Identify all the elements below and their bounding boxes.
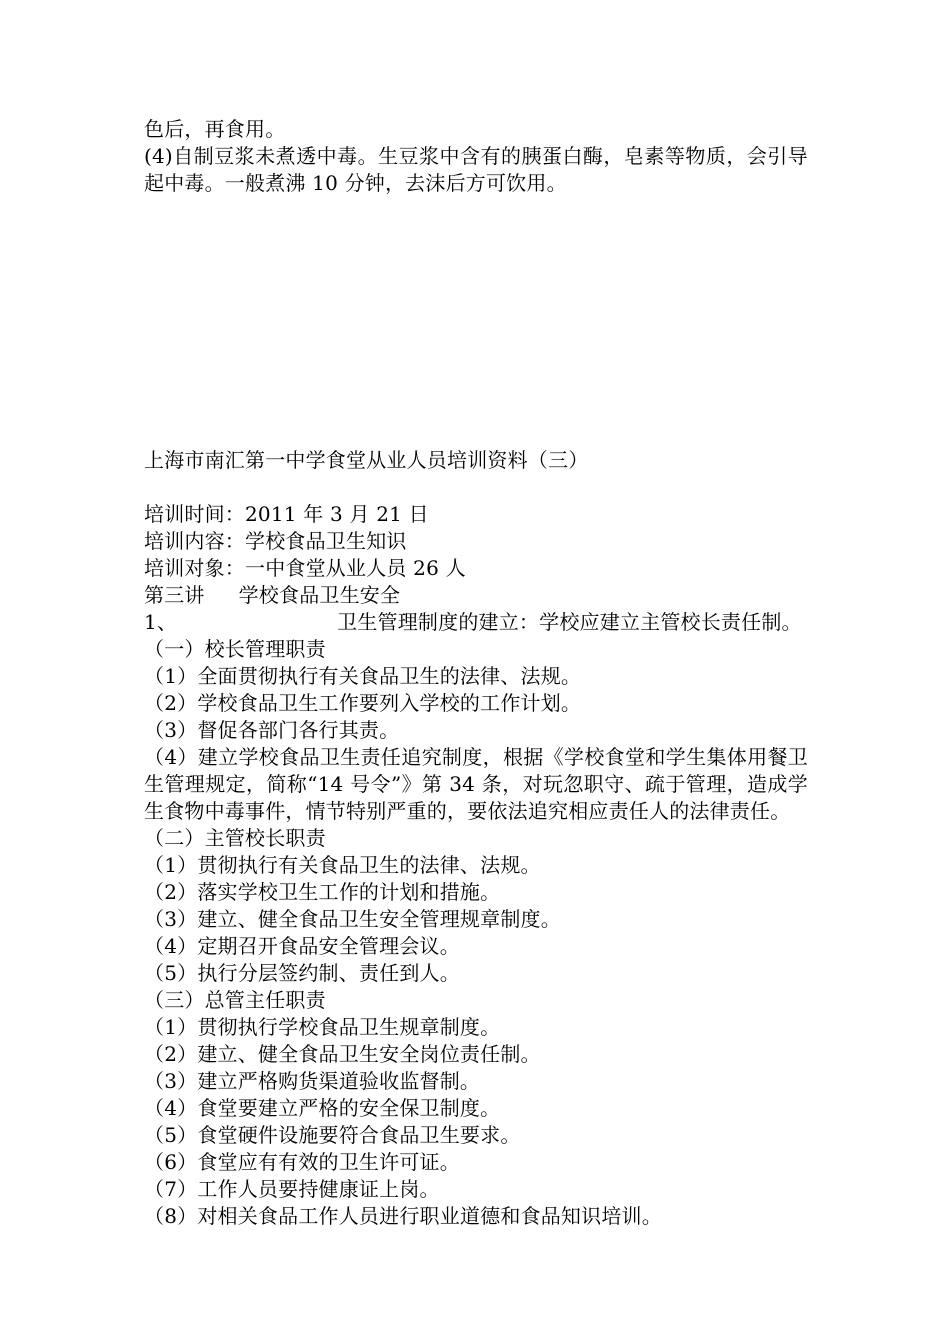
list-item: （5）执行分层签约制、责任到人。 — [144, 961, 460, 985]
list-item: （7）工作人员要持健康证上岗。 — [144, 1177, 440, 1201]
list-item: （3）建立、健全食品卫生安全管理规章制度。 — [144, 907, 561, 931]
list-item: （4）食堂要建立严格的安全保卫制度。 — [144, 1096, 501, 1120]
director-heading: （三）总管主任职责 — [144, 988, 326, 1012]
training-audience: 培训对象：一中食堂从业人员 26 人 — [144, 556, 466, 580]
continuation-block — [144, 116, 808, 197]
item-1 — [144, 609, 808, 636]
list-item: （8）对相关食品工作人员进行职业道德和食品知识培训。 — [144, 1204, 662, 1228]
training-content: 培训内容：学校食品卫生知识 — [144, 529, 407, 553]
principal-heading: （一）校长管理职责 — [144, 637, 326, 661]
paragraph-soymilk: (4)自制豆浆未煮透中毒。生豆浆中含有的胰蛋白酶，皂素等物质，会引导起中毒。一般煮沸 10 分钟，去沫后方可饮用。 — [144, 144, 808, 195]
list-item: （2）学校食品卫生工作要列入学校的工作计划。 — [144, 691, 582, 715]
list-item: （3）建立严格购货渠道验收监督制。 — [144, 1069, 481, 1093]
list-item: （4）定期召开食品安全管理会议。 — [144, 934, 460, 958]
text-line: 色后，再食用。 — [144, 117, 286, 141]
section-title: 上海市南汇第一中学食堂从业人员培训资料（三） — [144, 448, 589, 472]
list-item: （2）建立、健全食品卫生安全岗位责任制。 — [144, 1042, 541, 1066]
item-1-number: 1、 — [144, 610, 178, 634]
list-item: （3）督促各部门各行其责。 — [144, 718, 400, 742]
list-item: （4）建立学校食品卫生责任追究制度，根据《学校食堂和学生集体用餐卫生管理规定，简称“14 号令”》第 34 条，对玩忽职守、疏于管理，造成学生食物中毒事件，情节特别严重的，要依法追究相应责任人的法律责任。 — [144, 745, 808, 823]
blank-line — [144, 474, 808, 501]
lecture-number: 第三讲 — [144, 583, 205, 607]
list-item: （5）食堂硬件设施要符合食品卫生要求。 — [144, 1123, 521, 1147]
training-time: 培训时间：2011 年 3 月 21 日 — [144, 502, 429, 526]
list-item: （1）贯彻执行学校食品卫生规章制度。 — [144, 1015, 501, 1039]
lecture-title: 学校食品卫生安全 — [238, 583, 401, 607]
list-item: （1）全面贯彻执行有关食品卫生的法律、法规。 — [144, 664, 582, 688]
list-item: （2）落实学校卫生工作的计划和措施。 — [144, 880, 501, 904]
vice-principal-heading: （二）主管校长职责 — [144, 826, 326, 850]
list-item: （6）食堂应有有效的卫生许可证。 — [144, 1150, 460, 1174]
item-1-text: 卫生管理制度的建立：学校应建立主管校长责任制。 — [337, 610, 802, 634]
training-section — [144, 447, 808, 1230]
lecture-heading — [144, 582, 808, 609]
list-item: （1）贯彻执行有关食品卫生的法律、法规。 — [144, 853, 541, 877]
